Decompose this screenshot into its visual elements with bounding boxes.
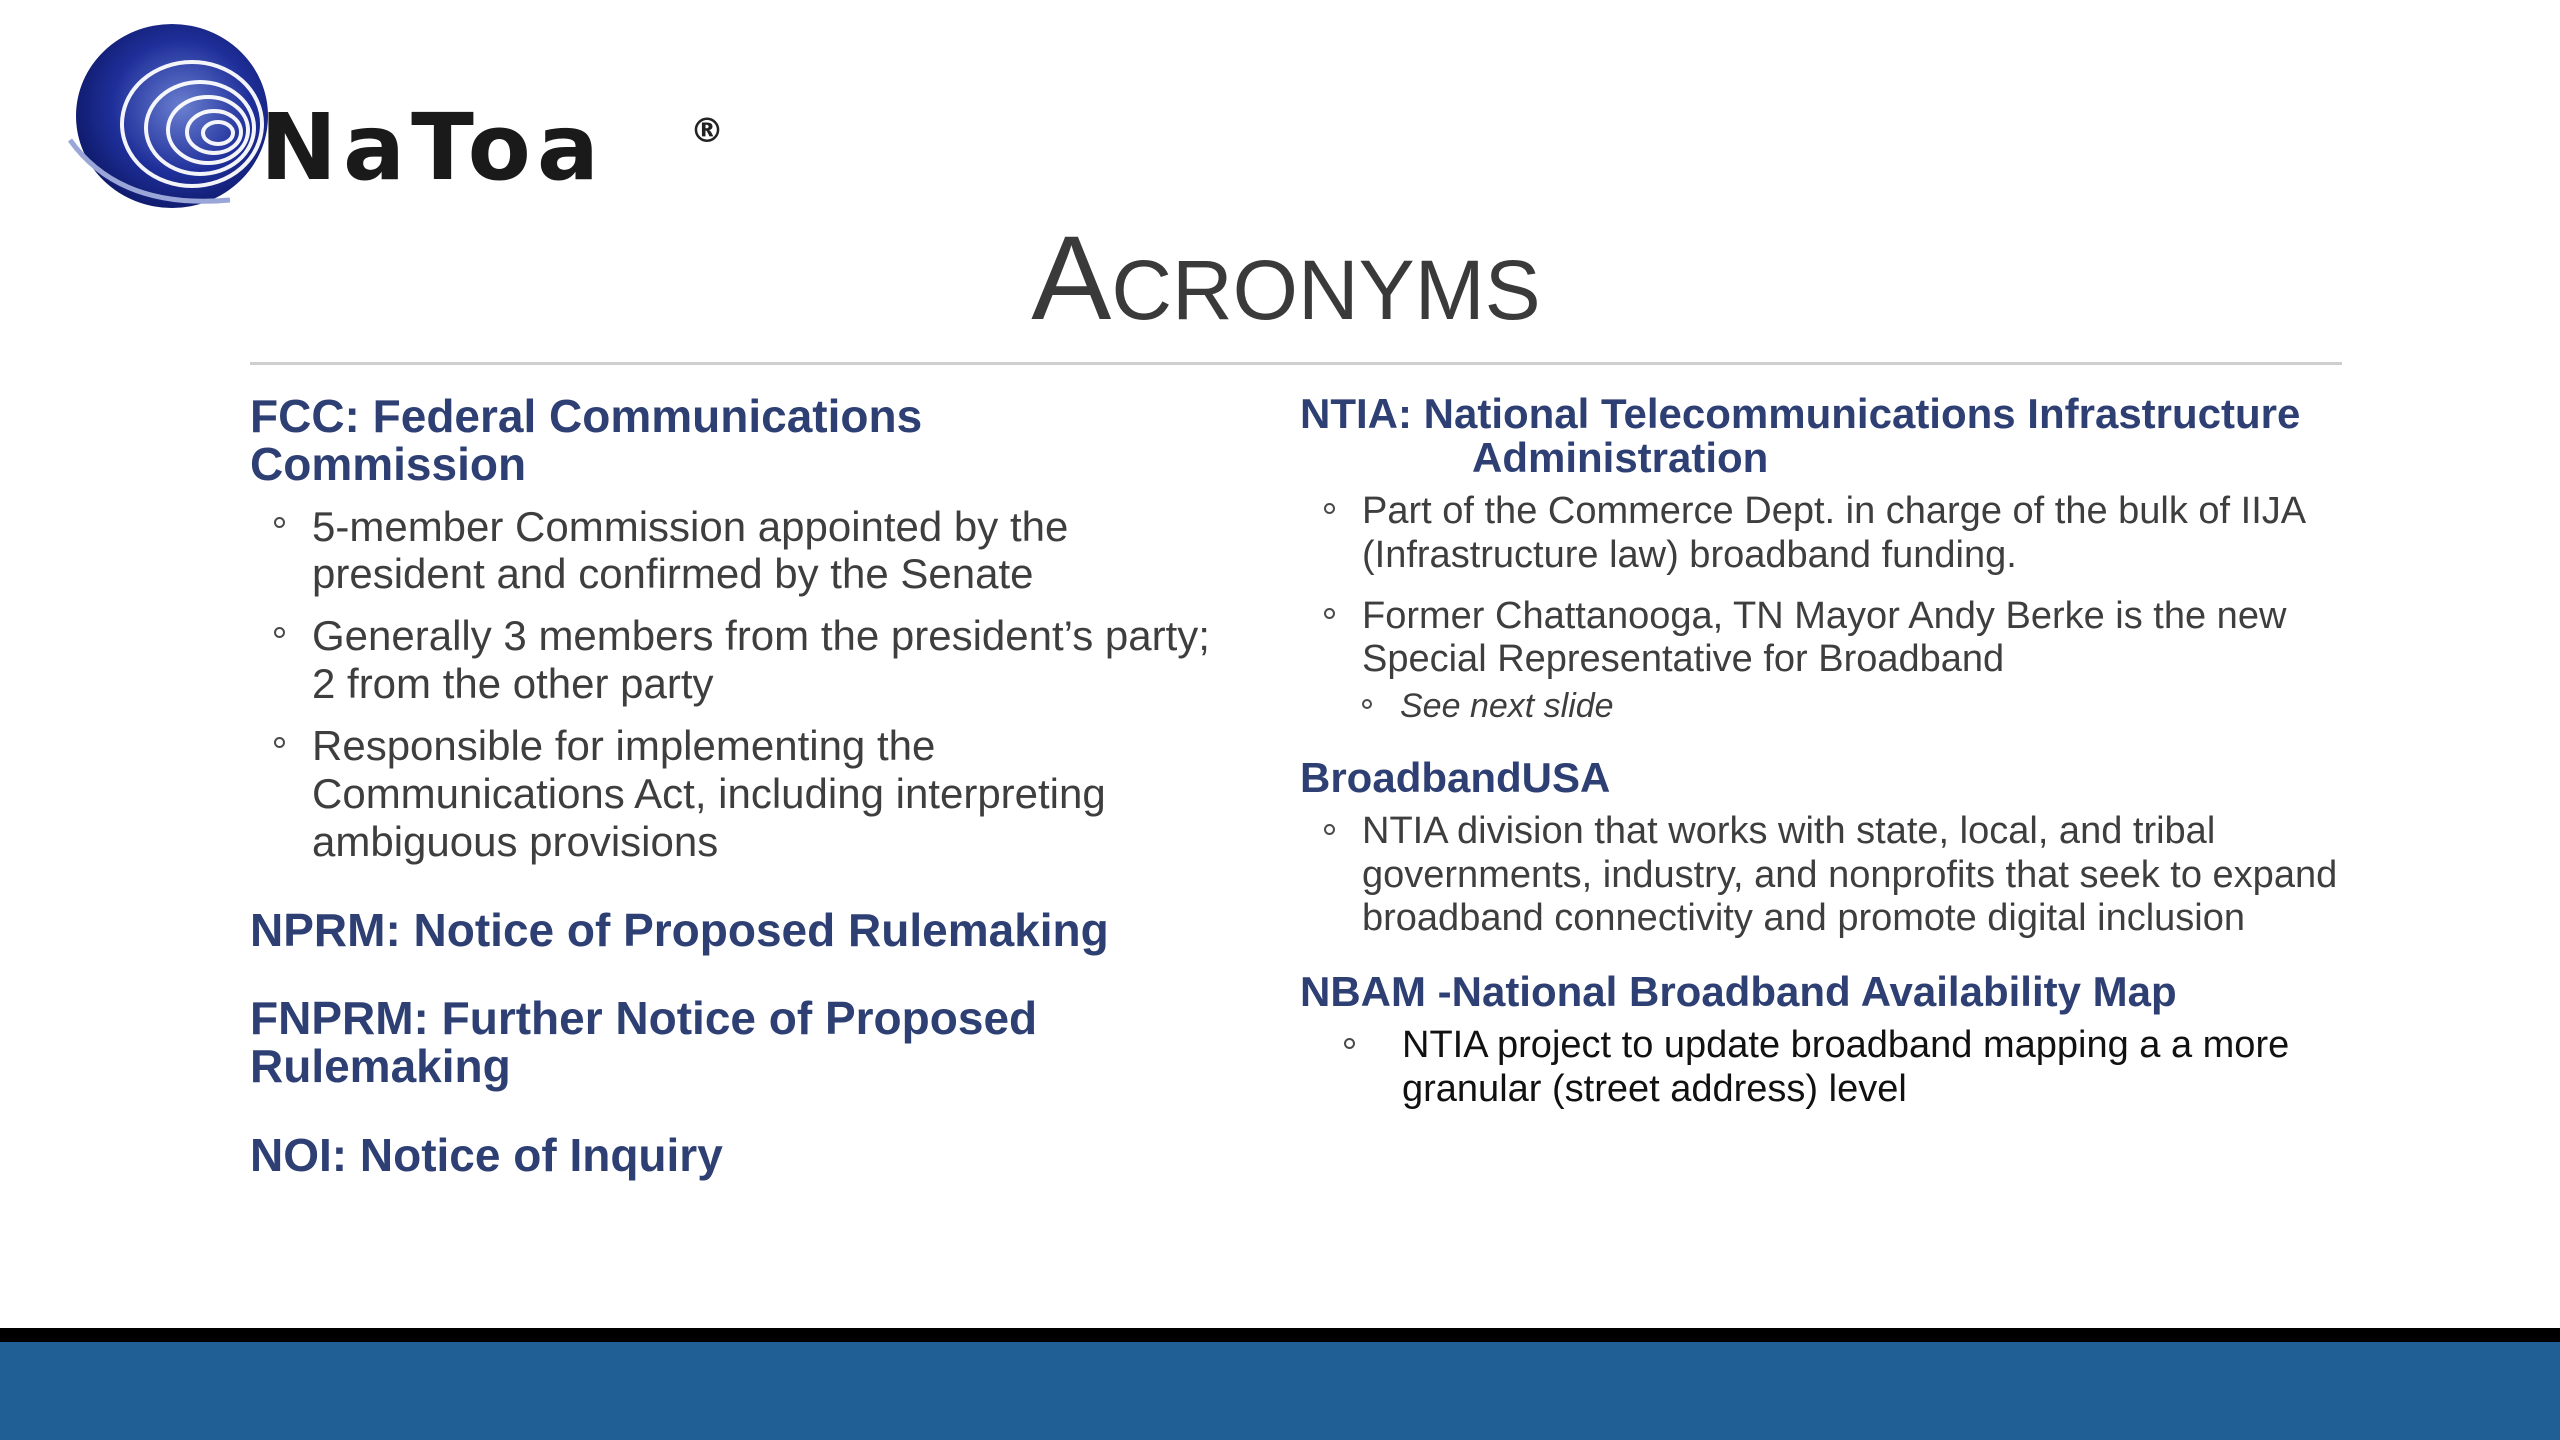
- sub-list-item: See next slide: [1300, 687, 2360, 726]
- bullet-icon: [274, 517, 285, 528]
- term-fcc-line1: FCC: Federal Communications: [250, 390, 923, 442]
- term-fcc-line2: Commission: [250, 438, 527, 491]
- bullet-icon: [1324, 503, 1335, 514]
- fcc-bullet-list: [250, 503, 1210, 866]
- broadbandusa-bullet-list: [1300, 810, 2360, 940]
- list-item: NTIA division that works with state, local, and tribal governments, industry, and nonprofits that seek to expand broadband connectivity and promote digital inclusion: [1300, 810, 2360, 940]
- footer-band: [0, 1342, 2560, 1440]
- term-ntia: [1300, 392, 2360, 480]
- list-item: Part of the Commerce Dept. in charge of the bulk of IIJA (Infrastructure law) broadband funding.: [1300, 490, 2360, 577]
- right-column: [1300, 392, 2360, 1111]
- bullet-icon: [1324, 824, 1335, 835]
- registered-mark: ®: [690, 111, 724, 151]
- term-nprm: NPRM: Notice of Proposed Rulemaking: [250, 903, 1109, 956]
- list-item: Former Chattanooga, TN Mayor Andy Berke is the new Special Representative for Broadband: [1300, 595, 2360, 682]
- natoa-logo: [60, 20, 740, 220]
- list-item: NTIA project to update broadband mapping a a more granular (street address) level: [1300, 1024, 2360, 1111]
- ntia-bullet-list: [1300, 490, 2360, 726]
- term-fcc: [250, 392, 1210, 489]
- bullet-icon: [274, 627, 285, 638]
- swirl-globe-icon: [60, 20, 280, 220]
- term-ntia-line1: NTIA: National Telecommunications Infrastructure: [1300, 390, 2301, 437]
- list-item: Generally 3 members from the president’s party; 2 from the other party: [250, 612, 1210, 708]
- footer-divider: [0, 1328, 2560, 1342]
- bullet-icon: [274, 737, 285, 748]
- list-item: Responsible for implementing the Communications Act, including interpreting ambiguous provisions: [250, 722, 1210, 866]
- bullet-icon: [1324, 608, 1335, 619]
- bullet-icon: [1362, 699, 1372, 709]
- left-column: [250, 392, 1210, 1179]
- logo-wordmark: NaToa: [260, 94, 605, 201]
- slide-title: Acronyms: [1031, 211, 1541, 345]
- nbam-bullet-list: [1300, 1024, 2360, 1111]
- term-fnprm: FNPRM: Further Notice of Proposed Rulemaking: [250, 992, 1038, 1093]
- bullet-icon: [1344, 1038, 1355, 1049]
- list-item: 5-member Commission appointed by the president and confirmed by the Senate: [250, 503, 1210, 599]
- term-broadbandusa: BroadbandUSA: [1300, 754, 1611, 802]
- term-ntia-line2: Administration: [1472, 434, 1769, 482]
- title-divider: [250, 362, 2342, 365]
- term-nbam: NBAM -National Broadband Availability Map: [1300, 968, 2177, 1016]
- term-noi: NOI: Notice of Inquiry: [250, 1128, 723, 1181]
